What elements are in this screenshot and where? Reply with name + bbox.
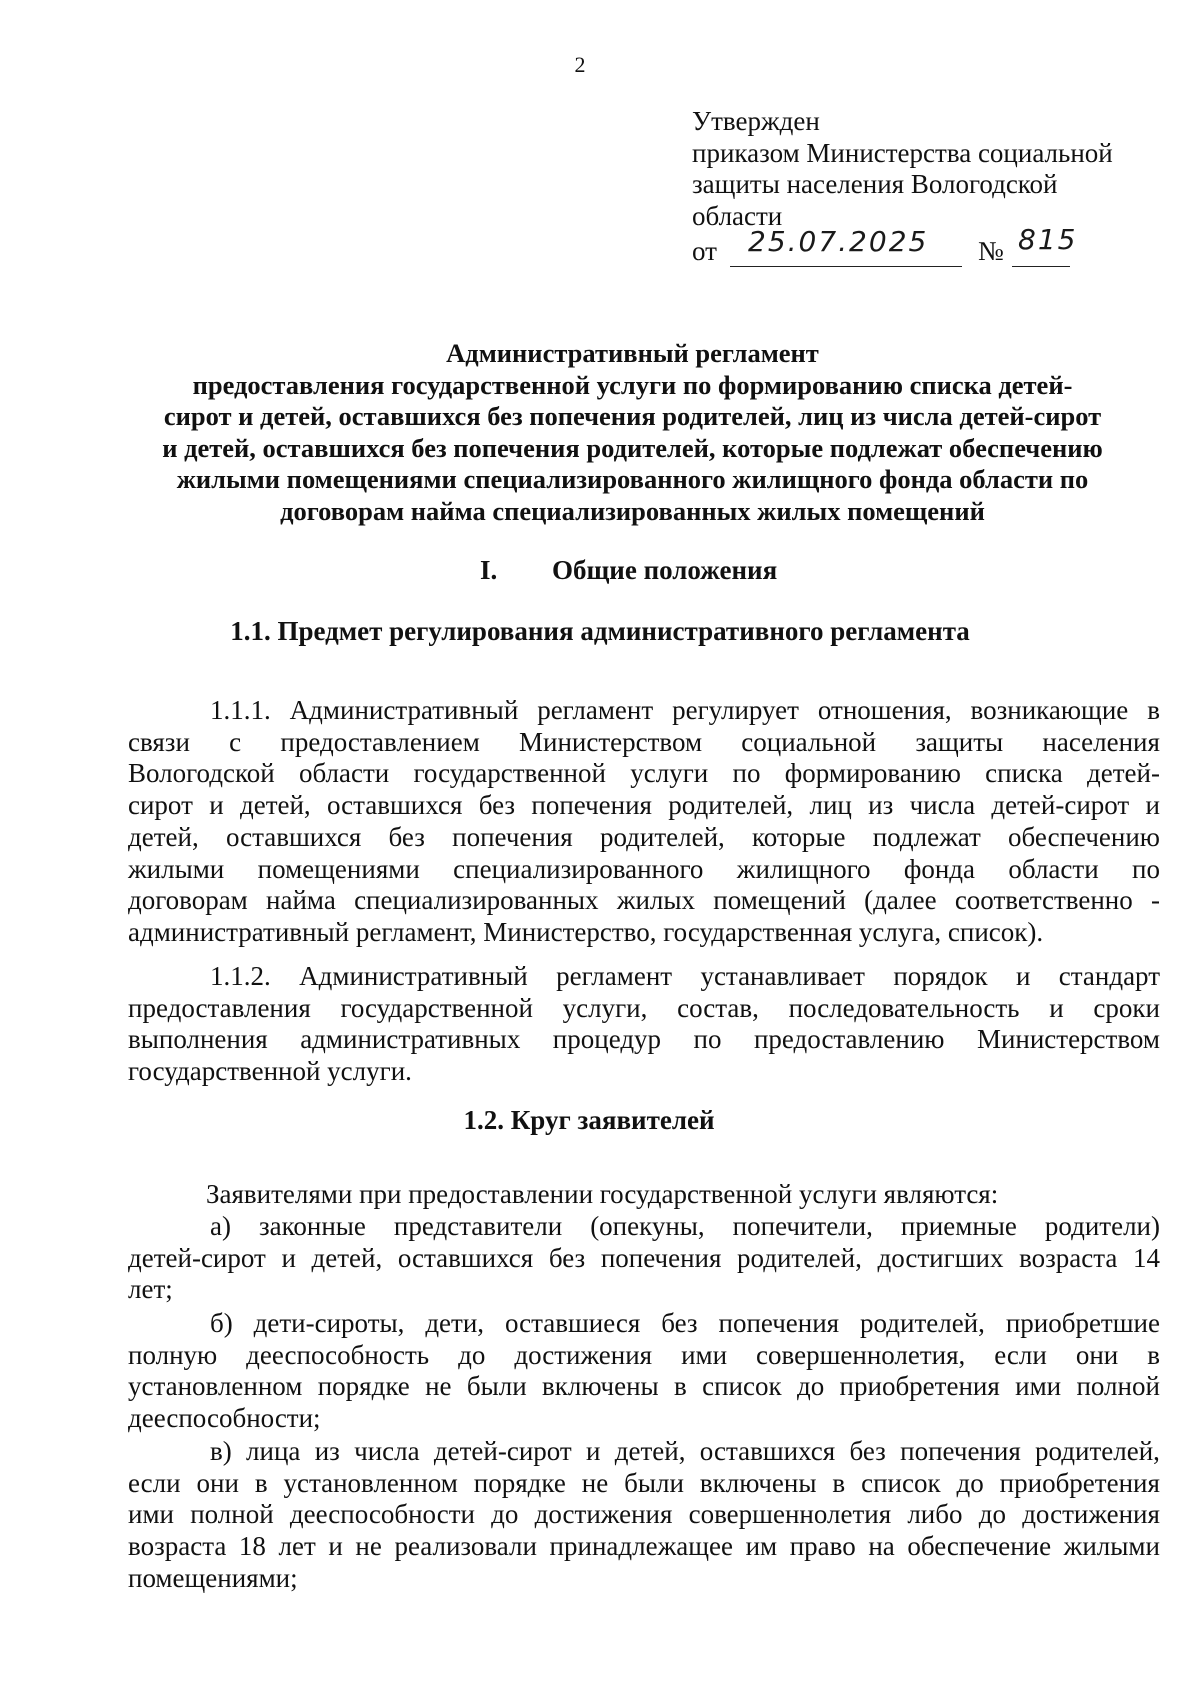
paragraph-1-1-1: [128, 695, 1160, 949]
word: услуги,: [562, 992, 648, 1023]
approval-line: Утвержден: [692, 106, 820, 136]
word: защиты: [915, 726, 1004, 757]
word: попечения: [531, 790, 652, 821]
word: установленном: [128, 1371, 303, 1402]
word: полной: [1076, 1371, 1160, 1402]
word: и: [328, 1531, 343, 1562]
text-line: [128, 993, 1160, 1025]
word: области: [298, 758, 390, 789]
word: устанавливает: [700, 961, 865, 991]
word: достигших: [877, 1242, 1004, 1273]
word: помещений: [713, 885, 846, 916]
text-line: [128, 727, 1160, 759]
word: родителей,: [860, 1308, 985, 1338]
word: ими: [1015, 1371, 1062, 1402]
word: б): [210, 1308, 233, 1338]
word: если: [994, 1339, 1047, 1370]
approval-block: [692, 106, 1113, 272]
word: из: [314, 1436, 340, 1466]
word: до: [956, 1467, 984, 1498]
approval-line: защиты населения Вологодской: [692, 169, 1058, 199]
number-prefix: №: [978, 236, 1004, 266]
word: если: [128, 1467, 181, 1498]
word: и: [1049, 992, 1064, 1023]
word: предоставлению: [753, 1024, 945, 1055]
word: по: [693, 1024, 722, 1055]
word: жилых: [616, 885, 696, 916]
word: выполнения: [128, 1024, 268, 1055]
word: включены: [699, 1467, 817, 1498]
text-line: дееспособности;: [128, 1403, 321, 1434]
word: 14: [1132, 1242, 1160, 1273]
text-line: [128, 790, 1160, 822]
word: родителей,: [599, 821, 725, 852]
word: до: [491, 1499, 519, 1530]
word: приобретшие: [1005, 1308, 1160, 1338]
word: попечения: [900, 1436, 1021, 1466]
word: оставшихся: [397, 1242, 534, 1273]
word: возраста: [1019, 1242, 1118, 1273]
approval-line: приказом Министерства социальной: [692, 137, 1113, 168]
word: попечители,: [732, 1211, 873, 1241]
word: им: [745, 1531, 778, 1562]
word: регулирует: [672, 695, 799, 725]
word: совершеннолетия,: [756, 1339, 966, 1370]
word: достижения: [514, 1339, 653, 1370]
word: и: [1015, 961, 1031, 991]
word: в: [254, 1467, 268, 1498]
word: попечения: [718, 1308, 840, 1338]
word: специализированных: [354, 885, 599, 916]
word: обеспечению: [1008, 821, 1160, 852]
word: установленном: [283, 1467, 458, 1498]
page-number: 2: [574, 52, 586, 77]
word: возраста: [128, 1531, 227, 1562]
word: родителей,: [668, 790, 794, 821]
word: порядке: [473, 1467, 566, 1498]
word: числа: [354, 1436, 420, 1466]
word: не: [581, 1467, 609, 1498]
word: а): [210, 1211, 231, 1241]
word: найма: [266, 885, 336, 916]
word: без: [548, 1242, 586, 1273]
word: соответственно: [954, 885, 1133, 916]
word: списка: [985, 758, 1063, 789]
word: детей-сирот: [433, 1436, 572, 1466]
word: 1.1.2.: [210, 961, 271, 991]
word: процедур: [552, 1024, 662, 1055]
word: фонда: [903, 853, 976, 884]
text-line: [128, 1308, 1160, 1340]
section-number: I.: [480, 555, 498, 585]
word: они: [1075, 1339, 1119, 1370]
word: в: [1147, 1339, 1160, 1370]
word: без: [849, 1436, 886, 1466]
word: жилыми: [128, 853, 225, 884]
document-title: [125, 338, 1140, 527]
word: детей-сирот: [991, 790, 1130, 821]
title-line: предоставления государственной услуги по формированию списка детей-: [192, 369, 1073, 400]
word: в: [674, 1371, 687, 1402]
word: достижения: [534, 1499, 673, 1530]
title-line: и детей, оставшихся без попечения родителей, которые подлежат обеспечению: [162, 432, 1103, 463]
word: возникающие: [970, 695, 1129, 725]
word: формированию: [784, 758, 961, 789]
word: право: [789, 1531, 856, 1562]
text-line: [128, 885, 1160, 917]
word: предоставлением: [280, 726, 480, 757]
word: до: [458, 1339, 486, 1370]
word: попечения: [600, 1242, 722, 1273]
word: состав,: [677, 992, 759, 1023]
word: либо: [907, 1499, 963, 1530]
word: на: [868, 1531, 895, 1562]
word: услуги: [630, 758, 709, 789]
word: включены: [542, 1371, 659, 1402]
word: представители: [393, 1211, 563, 1241]
word: по: [1132, 853, 1160, 884]
word: без: [661, 1308, 698, 1338]
word: по: [732, 758, 761, 789]
text-line: [128, 1436, 1160, 1468]
word: совершеннолетия: [688, 1499, 892, 1530]
word: родители): [1044, 1211, 1160, 1241]
word: государственной: [340, 992, 533, 1023]
word: Вологодской: [128, 758, 275, 789]
word: полной: [190, 1499, 274, 1530]
title-line: жилыми помещениями специализированного жилищного фонда области по: [176, 464, 1089, 494]
word: дееспособности: [289, 1499, 475, 1530]
word: предоставления: [128, 992, 311, 1023]
word: лиц: [809, 790, 852, 821]
word: детей,: [239, 790, 311, 821]
word: детей,: [128, 821, 199, 852]
title-line: договорам найма специализированных жилых помещений: [280, 495, 985, 526]
word: Административный: [289, 695, 519, 725]
word: помещениями: [257, 853, 420, 884]
word: регламент: [556, 961, 673, 991]
word: детей-: [1087, 758, 1160, 789]
word: подлежат: [872, 821, 981, 852]
word: (далее: [864, 885, 937, 916]
word: не: [355, 1531, 382, 1562]
text-line: [128, 822, 1160, 854]
approval-line: области: [692, 200, 783, 231]
text-line: [128, 1211, 1160, 1243]
word: Министерством: [976, 1024, 1160, 1055]
word: в: [832, 1467, 846, 1498]
text-line: административный регламент, Министерство, государственная услуга, список).: [128, 916, 1044, 947]
text-line: [128, 1340, 1160, 1372]
word: оставшиеся: [504, 1308, 641, 1338]
word: оставшихся: [225, 821, 362, 852]
handwritten-date: 25.07.2025: [748, 225, 929, 258]
word: и: [586, 1436, 601, 1466]
word: и: [209, 790, 224, 821]
item-a: [128, 1211, 1160, 1306]
word: детей,: [311, 1242, 383, 1273]
word: оставшихся: [699, 1436, 836, 1466]
word: числа: [909, 790, 976, 821]
word: до: [796, 1371, 825, 1402]
word: попечения: [452, 821, 573, 852]
word: регламент: [537, 695, 654, 725]
text-line: лет;: [128, 1274, 173, 1305]
text-line: [128, 1024, 1160, 1056]
word: оставшихся: [327, 790, 463, 821]
word: не: [425, 1371, 452, 1402]
word: приемные: [900, 1211, 1017, 1241]
word: законные: [258, 1211, 366, 1241]
word: жилищного: [736, 853, 871, 884]
word: до: [978, 1499, 1006, 1530]
subsection-heading: 1.2. Круг заявителей: [463, 1105, 715, 1135]
text-line: помещениями;: [128, 1562, 298, 1593]
section-title: Общие положения: [552, 555, 778, 585]
word: которые: [752, 821, 846, 852]
word: были: [624, 1467, 684, 1498]
word: дети-сироты,: [253, 1308, 405, 1338]
word: связи: [128, 726, 190, 757]
word: стандарт: [1058, 961, 1160, 991]
word: ими: [681, 1339, 728, 1370]
text-line: [128, 961, 1160, 993]
item-v: [128, 1436, 1160, 1595]
text-line: [128, 695, 1160, 727]
text-line: [128, 854, 1160, 886]
approval-date-line: [692, 223, 1113, 272]
word: социальной: [741, 726, 877, 757]
word: с: [229, 726, 242, 757]
word: договорам: [128, 885, 248, 916]
word: принадлежащее: [549, 1531, 733, 1562]
word: отношения,: [817, 695, 952, 725]
word: последовательность: [788, 992, 1020, 1023]
word: лица: [246, 1436, 301, 1466]
word: (опекуны,: [590, 1211, 705, 1241]
word: из: [868, 790, 894, 821]
word: и: [281, 1242, 296, 1273]
word: список: [861, 1467, 941, 1498]
word: жилыми: [1063, 1531, 1160, 1562]
word: государственной: [413, 758, 606, 789]
word: детей,: [614, 1436, 686, 1466]
word: приобретения: [999, 1467, 1160, 1498]
word: список: [702, 1371, 782, 1402]
text-line: [128, 1531, 1160, 1563]
word: и: [1145, 790, 1160, 821]
word: они: [196, 1467, 239, 1498]
word: родителей,: [737, 1242, 862, 1273]
word: обеспечение: [907, 1531, 1052, 1562]
word: без: [478, 790, 516, 821]
word: детей-сирот: [128, 1242, 266, 1273]
word: в): [210, 1436, 232, 1466]
word: Административный: [299, 961, 528, 991]
word: специализированного: [453, 853, 704, 884]
word: без: [388, 821, 425, 852]
word: родителей,: [1035, 1436, 1160, 1466]
text-line: государственной услуги.: [128, 1056, 412, 1087]
word: были: [466, 1371, 527, 1402]
text-line: [128, 758, 1160, 790]
word: сирот: [128, 790, 193, 821]
text-line: Заявителями при предоставлении государственной услуги являются:: [206, 1179, 999, 1209]
section-heading: [480, 555, 777, 586]
title-line: сирот и детей, оставшихся без попечения родителей, лиц из числа детей-сирот: [163, 401, 1102, 431]
word: области: [1008, 853, 1099, 884]
word: лет: [278, 1531, 316, 1562]
date-prefix: от: [692, 236, 717, 266]
subsection-heading: 1.1. Предмет регулирования административного регламента: [230, 616, 970, 646]
word: дееспособность: [246, 1339, 430, 1370]
word: Министерством: [519, 726, 703, 757]
word: 1.1.1.: [210, 695, 271, 725]
word: административных: [300, 1024, 521, 1055]
word: -: [1150, 885, 1160, 916]
applicants-intro: [128, 1179, 1160, 1211]
handwritten-number: 815: [1018, 223, 1078, 256]
word: дети,: [425, 1308, 485, 1338]
word: реализовали: [394, 1531, 537, 1562]
text-line: [128, 1499, 1160, 1531]
word: населения: [1042, 726, 1160, 757]
word: в: [1147, 695, 1160, 725]
text-line: [128, 1468, 1160, 1500]
word: приобретения: [839, 1371, 1000, 1402]
word: порядке: [317, 1371, 410, 1402]
item-b: [128, 1308, 1160, 1435]
title-line: Административный регламент: [446, 338, 819, 368]
word: ими: [128, 1499, 174, 1530]
word: сроки: [1093, 992, 1160, 1023]
word: порядок: [893, 961, 988, 991]
word: 18: [238, 1531, 266, 1562]
text-line: [128, 1371, 1160, 1403]
paragraph-1-1-2: [128, 961, 1160, 1088]
word: достижения: [1022, 1499, 1160, 1530]
word: полную: [128, 1339, 218, 1370]
text-line: [128, 1243, 1160, 1275]
